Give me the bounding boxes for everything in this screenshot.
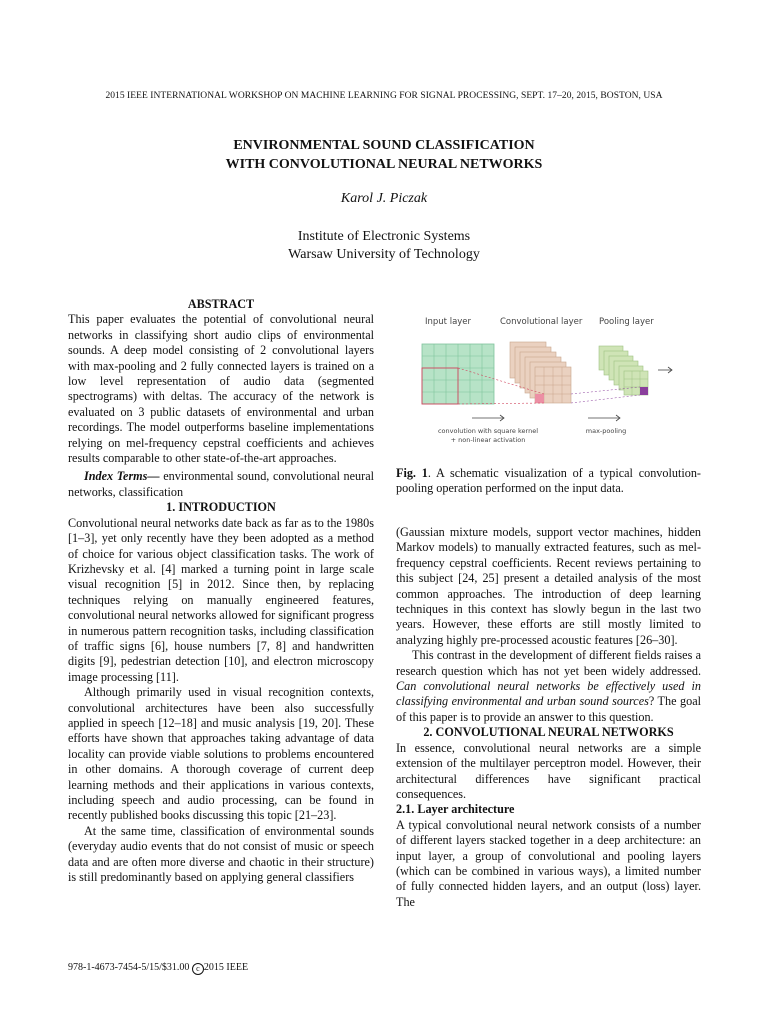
title-line-2: WITH CONVOLUTIONAL NEURAL NETWORKS <box>225 157 543 172</box>
conv-op-label-2: + non-linear activation <box>450 436 526 444</box>
figure-caption-text: . A schematic visualization of a typical convolution-pooling operation performed on the input data. <box>396 466 701 496</box>
index-terms <box>68 469 374 500</box>
affiliation-line-2: Warsaw University of Technology <box>288 247 480 262</box>
convolution-figure <box>418 308 688 448</box>
author-name: Karol J. Piczak <box>340 191 428 206</box>
convolutional-layer-stack <box>510 342 571 403</box>
intro-paragraph-2: Although primarily used in visual recognition contexts, convolutional architectures have been also successfully applied in speech [12–18] and music analysis [19, 20]. These efforts have shown that approaches taking advantage of data locality can provide viable solutions to problems encountered in other domains. A thorough coverage of current deep learning methods and their applications in various contexts, including speech and audio processing, can be found in recently published books discussing this topic [21–23]. <box>68 685 374 823</box>
figure-label-input: Input layer <box>425 317 472 327</box>
intro-paragraph-3: At the same time, classification of environmental sounds (everyday audio events that do not consist of music or speech data and are often more diverse and chaotic in their structure) is still predominantly based on applying general classifiers <box>68 823 374 885</box>
layer-architecture-heading: 2.1. Layer architecture <box>396 802 515 817</box>
cnn-heading: 2. CONVOLUTIONAL NEURAL NETWORKS <box>423 725 674 740</box>
input-layer-grid <box>422 344 494 404</box>
abstract-text: This paper evaluates the potential of convolutional neural networks in classifying short audio clips of environmental sounds. A deep model consisting of 2 convolutional layers with max-pooling and 2 fully connected layers is trained on a low level representation of audio data (segmented spectrograms) with deltas. The accuracy of the network is evaluated on 3 public datasets of environmental and urban recordings. The model outperforms baseline implementations relying on mel-frequency cepstral coefficients and achieves results comparable to other state-of-the-art approaches. <box>68 312 374 466</box>
title-line-1: ENVIRONMENTAL SOUND CLASSIFICATION <box>233 138 535 153</box>
figure-label-conv: Convolutional layer <box>500 317 583 327</box>
intro-paragraph-3-continued: (Gaussian mixture models, support vector machines, hidden Markov models) to manually extracted features, such as mel-frequency cepstral coefficients. Recent reviews pertaining to this subject [24, 25] present a detailed analysis of the most common approaches. The introduction of deep learning techniques in this context has slowly begun in the last two years. However, these efforts are still mostly limited to analyzing highly pre-processed acoustic features [26–30]. <box>396 525 701 647</box>
maxpool-label: max-pooling <box>585 427 627 435</box>
footer <box>68 962 248 975</box>
intro-paragraph-1: Convolutional neural networks date back as far as to the 1980s [1–3], yet only recently have they been adopted as a method of choice for various object classification tasks. The work of Krizhevsky et al. [4] marked a turning point in large scale visual recognition [5] in 2012. Since then, by replacing techniques relying on manually engineered features, convolutional neural networks allowed for significant progress in numerous pattern recognition tasks, including classification of traffic signs [6], house numbers [7, 8] and handwritten digits [9], pedestrian detection [10], and electron microscopy image processing [11]. <box>68 515 374 684</box>
intro-p4-end: ? The goal of this paper is to provide an answer to this question. <box>396 694 701 724</box>
paper-title <box>0 136 768 174</box>
conference-header: 2015 IEEE INTERNATIONAL WORKSHOP ON MACHINE LEARNING FOR SIGNAL PROCESSING, SEPT. 17–20, 2015, BOSTON, USA <box>105 91 663 101</box>
index-terms-text: environmental sound, convolutional neural networks, classification <box>68 469 375 499</box>
footer-isbn: 978-1-4673-7454-5/15/$31.00 <box>68 962 192 973</box>
figure-label-pool: Pooling layer <box>599 317 654 327</box>
figure-caption-label: Fig. 1 <box>396 466 428 480</box>
output-arrow <box>658 367 672 373</box>
cnn-paragraph-2: A typical convolutional neural network consists of a number of different layers stacked together in a deep architecture: an input layer, a group of convolutional and pooling layers (which can be combined in various ways), a limited number of fully connected hidden layers, and an output (loss) layer. The <box>396 817 701 909</box>
left-column <box>68 297 374 885</box>
conv-op-label-1: convolution with square kernel <box>437 427 539 435</box>
research-question: Can convolutional neural networks be effectively used in classifying environmental and urban sound sources <box>396 679 701 709</box>
pooling-layer-stack <box>599 346 648 395</box>
intro-p4-start: This contrast in the development of different fields raises a research question which has not yet been widely addressed. <box>396 648 701 678</box>
right-column <box>396 525 701 910</box>
index-terms-label: Index Terms— <box>84 469 160 484</box>
conv-op-arrow <box>472 415 504 421</box>
pool-op-arrow <box>588 415 620 421</box>
abstract-heading: ABSTRACT <box>187 297 255 311</box>
intro-paragraph-4 <box>396 648 701 725</box>
copyright-icon: c <box>192 963 204 975</box>
cnn-paragraph-1: In essence, convolutional neural networks are a simple extension of the multilayer perceptron model. However, their architectural differences have significant practical consequences. <box>396 740 701 801</box>
footer-copyright: 2015 IEEE <box>203 962 249 973</box>
intro-heading: 1. INTRODUCTION <box>166 500 276 515</box>
affiliation-line-1: Institute of Electronic Systems <box>297 229 471 244</box>
figure-caption <box>396 466 701 497</box>
affiliation <box>0 228 768 264</box>
